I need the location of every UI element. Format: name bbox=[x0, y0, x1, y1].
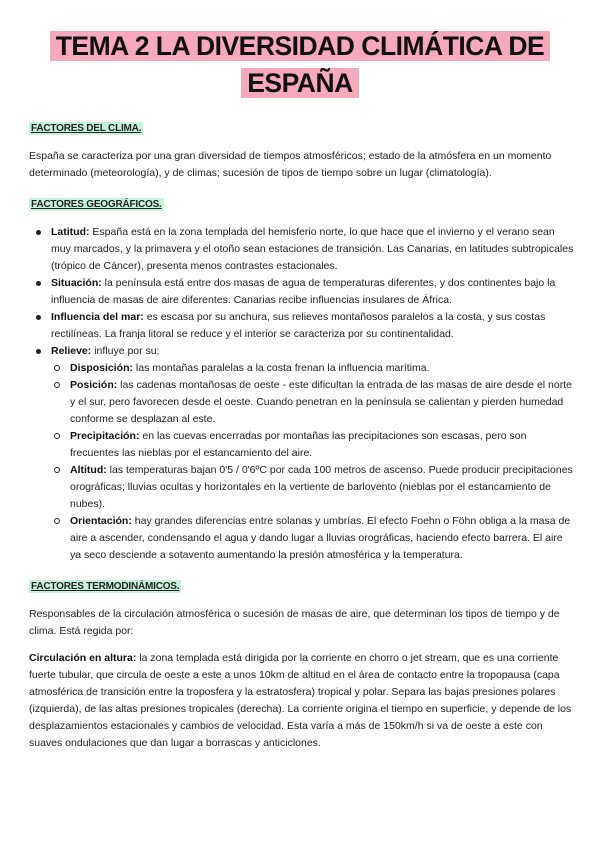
term-orientacion: Orientación: bbox=[70, 515, 132, 527]
text-orientacion: hay grandes diferencias entre solanas y umbrías. El efecto Foehn o Föhn obliga a la masa de aire a ascender, condensando el agua y dando lugar a lluvias orográficas, haciendo efecto barrera. El aire ya seco desciende a sotavento aumentando la presión atmosférica y la temperatura. bbox=[70, 515, 571, 561]
term-circulacion-altura: Circulación en altura: bbox=[29, 652, 137, 664]
section-heading-factores-clima: FACTORES DEL CLIMA. bbox=[31, 123, 142, 134]
list-item-relieve bbox=[29, 343, 574, 564]
term-latitud: Latitud: bbox=[51, 226, 90, 238]
text-precipitacion: en las cuevas encerradas por montañas las precipitaciones son escasas, pero son frecuentes las nieblas por el estancamiento del aire. bbox=[70, 430, 527, 459]
paragraph-clima-intro: España se caracteriza por una gran diversidad de tiempos atmosféricos; estado de la atmósfera en un momento determinado (meteorología), y de climas; sucesión de tipos de tiempo sobre un lugar (climatología). bbox=[29, 150, 552, 179]
term-influencia-mar: Influencia del mar: bbox=[51, 311, 144, 323]
page-title bbox=[0, 0, 600, 102]
title-line-2: ESPAÑA bbox=[241, 68, 358, 98]
text-posicion: las cadenas montañosas de oeste - este dificultan la entrada de las masas de aire desde el norte y el sur, pero favorecen desde el oeste. Cuando penetran en la península se calientan y pierden humedad conforme se desplazan al este. bbox=[70, 379, 572, 425]
text-influencia-mar: es escasa por su anchura, sus relieves montañosos paralelos a la costa, y sus costas rectilíneas. La franja litoral se reduce y el interior se caracteriza por su continentalidad. bbox=[51, 311, 546, 340]
section-heading-factores-geograficos: FACTORES GEOGRÁFICOS. bbox=[31, 199, 162, 210]
text-altitud: las temperaturas bajan 0'5 / 0'6ºC por cada 100 metros de ascenso. Puede producir precipitaciones orográficas; lluvias ocultas y horizontales en la vertiente de barlovento (nieblas por el estancamiento de nubes). bbox=[70, 464, 573, 510]
section-factores-geograficos bbox=[29, 194, 574, 564]
section-factores-clima bbox=[29, 118, 574, 182]
paragraph-termodinamicos-intro: Responsables de la circulación atmosférica o sucesión de masas de aire, que determinan los tipos de tiempo y de clima. Está regida por: bbox=[29, 608, 560, 637]
sublist-item-disposicion bbox=[51, 360, 574, 377]
sublist-item-precipitacion bbox=[51, 428, 574, 462]
text-latitud: España está en la zona templada del hemisferio norte, lo que hace que el invierno y el verano sean muy marcados, y la primavera y el otoño sean estaciones de transición. Las Canarias, en latitudes subtropicales (trópico de Cáncer), presenta menos contrastes estacionales. bbox=[51, 226, 574, 272]
sublist-item-posicion bbox=[51, 377, 574, 428]
list-item-situacion bbox=[29, 275, 574, 309]
sublist-item-orientacion bbox=[51, 513, 574, 564]
term-altitud: Altitud: bbox=[70, 464, 107, 476]
sublist-item-altitud bbox=[51, 462, 574, 513]
term-precipitacion: Precipitación: bbox=[70, 430, 140, 442]
term-posicion: Posición: bbox=[70, 379, 118, 391]
term-relieve: Relieve: bbox=[51, 345, 92, 357]
geographic-factors-list bbox=[29, 224, 574, 564]
text-situacion: la península está entre dos masas de agua de temperaturas diferentes, y dos continentes bajo la influencia de masas de aire diferentes. Canarias recibe influencias insulares de África. bbox=[51, 277, 556, 306]
document-body bbox=[29, 118, 574, 752]
title-line-1: TEMA 2 LA DIVERSIDAD CLIMÁTICA DE bbox=[50, 31, 550, 61]
text-circulacion-altura: la zona templada está dirigida por la corriente en chorro o jet stream, que es una corriente fuerte tubular, que circula de oeste a este a unos 10km de altitud en el área de contacto entre la tropopausa (capa atmosférica de transición entre la troposfera y la estratosfera) tropical y polar. Separa las bajas presiones polares (izquierda), de las altas presiones tropicales (derecha). La corriente origina el tiempo en superficie, y depende de los desplazamientos estacionales y cambios de velocidad. Esta varía a más de 150km/h si va de oeste a este con suaves ondulaciones que dan lugar a borrascas y anticiclones. bbox=[29, 652, 572, 749]
section-factores-termodinamicos bbox=[29, 576, 574, 752]
text-disposicion: las montañas paralelas a la costa frenan la influencia marítima. bbox=[133, 362, 430, 374]
relieve-sublist bbox=[51, 360, 574, 564]
text-relieve: influye por su: bbox=[91, 345, 160, 357]
section-heading-factores-termodinamicos: FACTORES TERMODINÁMICOS. bbox=[31, 581, 180, 592]
list-item-latitud bbox=[29, 224, 574, 275]
term-disposicion: Disposición: bbox=[70, 362, 134, 374]
paragraph-circulacion-altura bbox=[29, 650, 574, 752]
term-situacion: Situación: bbox=[51, 277, 102, 289]
list-item-influencia-mar bbox=[29, 309, 574, 343]
